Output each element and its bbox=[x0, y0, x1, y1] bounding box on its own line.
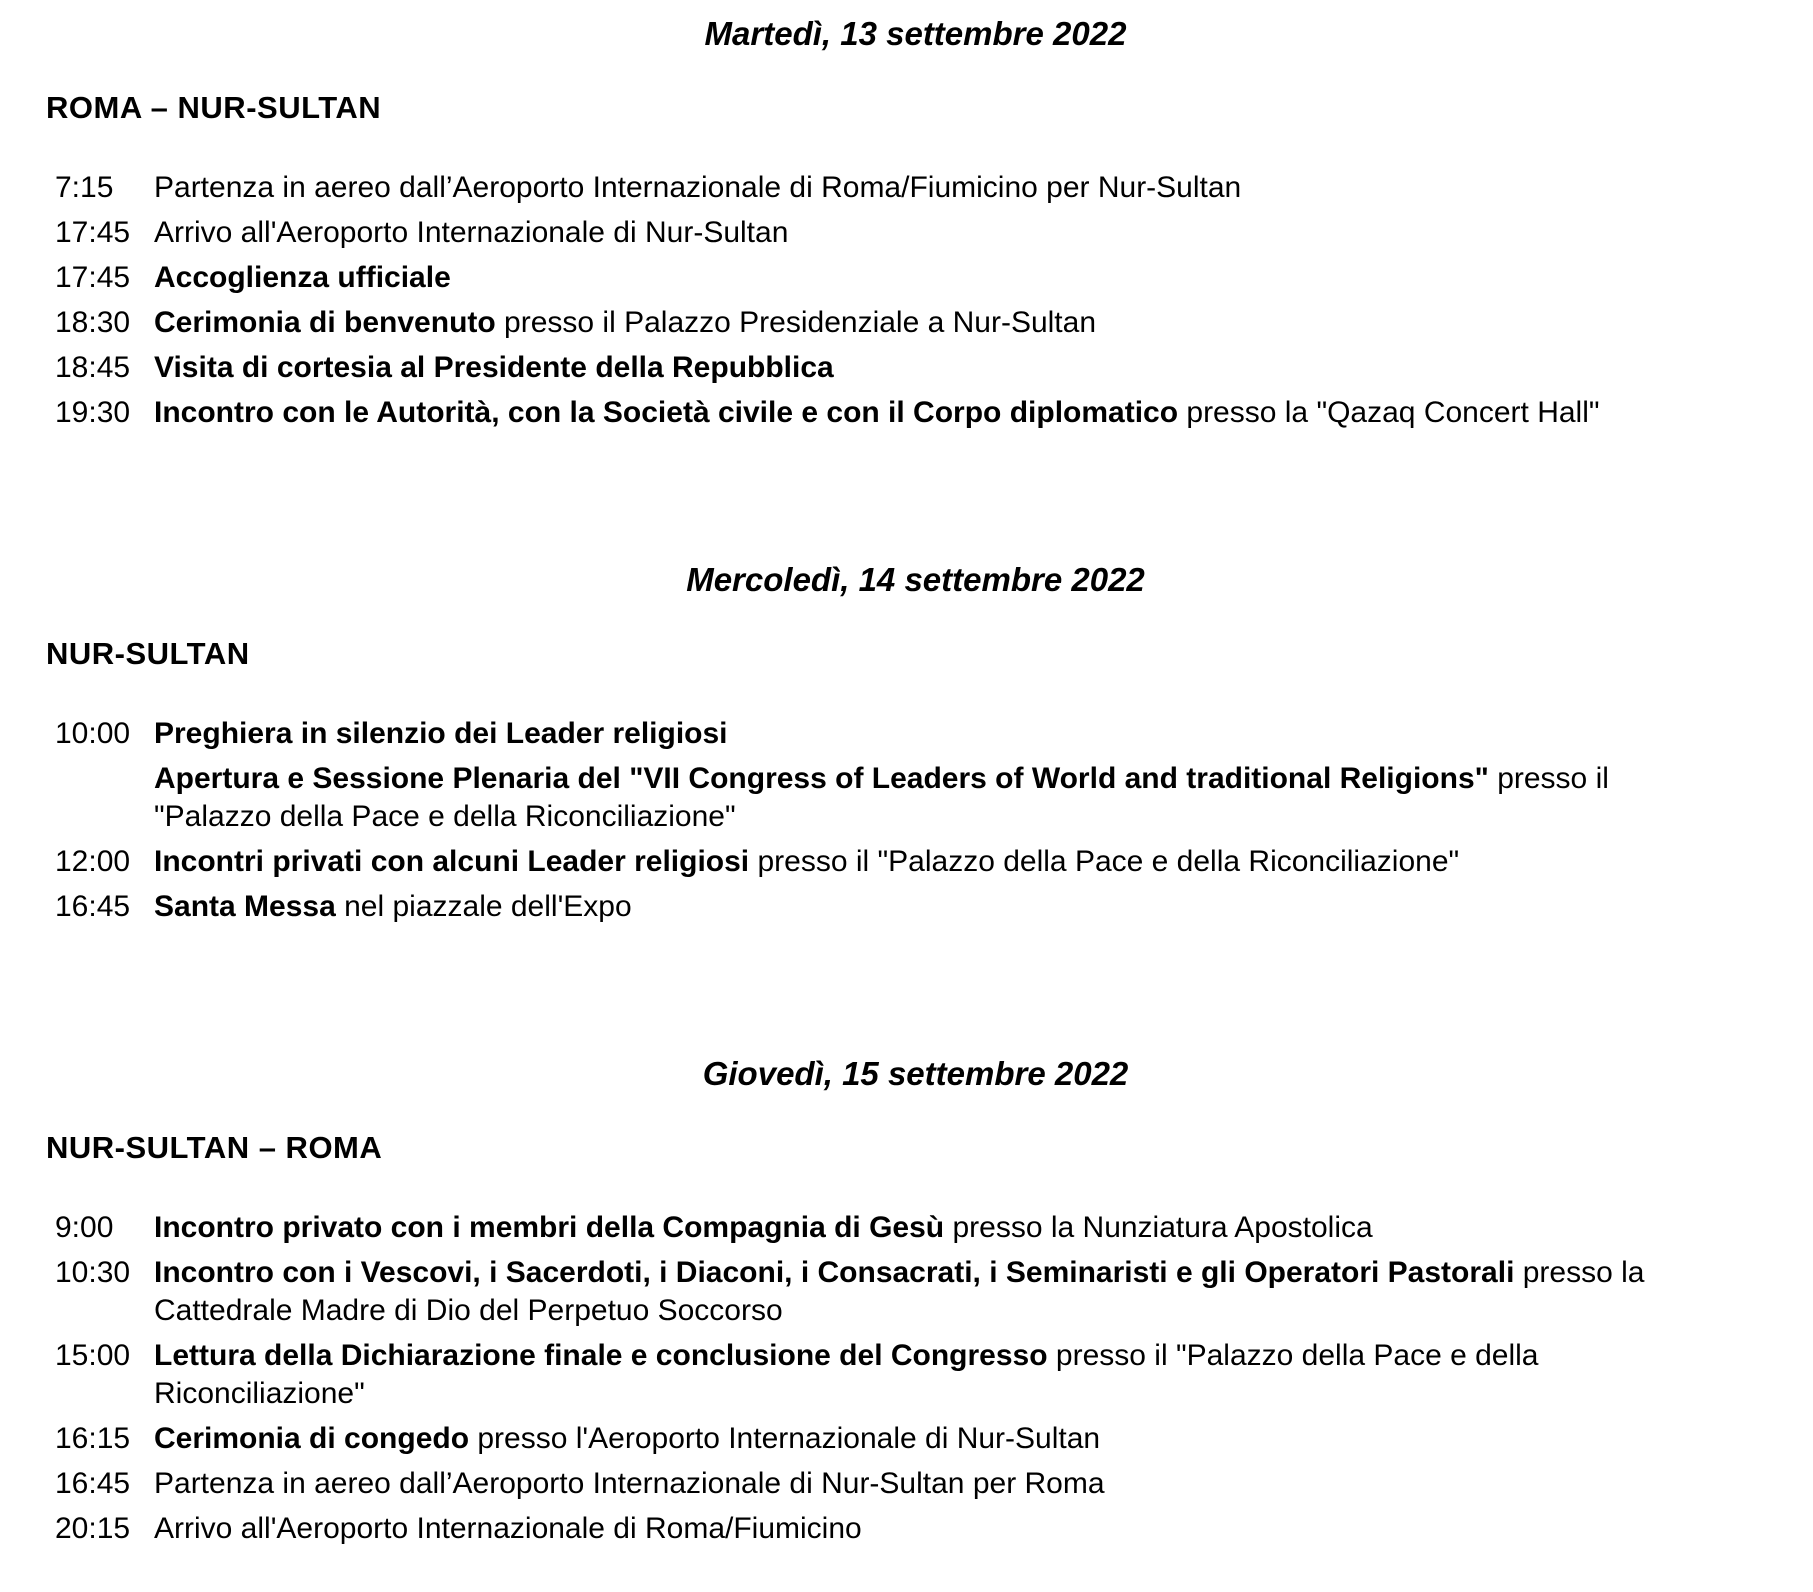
event-time: 15:00 bbox=[55, 1339, 131, 1372]
event-row bbox=[46, 1209, 1785, 1247]
event-description bbox=[154, 715, 1785, 753]
event-time: 17:45 bbox=[55, 216, 131, 249]
event-time: 9:00 bbox=[55, 1211, 114, 1244]
route-header: NUR-SULTAN – ROMA bbox=[46, 1130, 383, 1165]
event-description bbox=[154, 214, 1785, 252]
event-detail-line2: "Palazzo della Pace e della Riconciliazione" bbox=[154, 800, 736, 833]
event-detail: presso la bbox=[1514, 1256, 1645, 1289]
event-title-bold: Incontri privati con alcuni Leader religiosi bbox=[154, 845, 750, 878]
event-row bbox=[46, 304, 1785, 342]
event-row bbox=[46, 394, 1785, 432]
event-row bbox=[46, 169, 1785, 207]
event-time: 20:15 bbox=[55, 1512, 131, 1545]
event-detail: presso l'Aeroporto Internazionale di Nur-Sultan bbox=[469, 1422, 1101, 1455]
event-detail: presso il "Palazzo della Pace e della bbox=[1047, 1339, 1539, 1372]
event-description bbox=[154, 1209, 1785, 1247]
event-detail-line2: Cattedrale Madre di Dio del Perpetuo Soccorso bbox=[154, 1294, 783, 1327]
day-title: Giovedì, 15 settembre 2022 bbox=[702, 1055, 1129, 1092]
event-time: 16:45 bbox=[55, 890, 131, 923]
route-header: ROMA – NUR-SULTAN bbox=[46, 90, 382, 125]
event-title-bold: Cerimonia di congedo bbox=[154, 1422, 470, 1455]
event-detail: Partenza in aereo dall’Aeroporto Internazionale di Nur-Sultan per Roma bbox=[154, 1467, 1105, 1500]
event-time: 7:15 bbox=[55, 171, 114, 204]
event-title-bold: Incontro privato con i membri della Compagnia di Gesù bbox=[154, 1211, 945, 1244]
event-description bbox=[154, 888, 1785, 926]
event-detail-line2: Riconciliazione" bbox=[154, 1377, 365, 1410]
event-row bbox=[46, 1465, 1785, 1503]
event-row bbox=[46, 1254, 1785, 1330]
event-row bbox=[46, 843, 1785, 881]
event-time: 19:30 bbox=[55, 396, 131, 429]
event-detail: Partenza in aereo dall’Aeroporto Internazionale di Roma/Fiumicino per Nur-Sultan bbox=[154, 171, 1242, 204]
event-title-bold: Santa Messa bbox=[154, 890, 336, 923]
event-detail: nel piazzale dell'Expo bbox=[335, 890, 632, 923]
event-detail: presso il bbox=[1488, 762, 1609, 795]
event-detail: Arrivo all'Aeroporto Internazionale di Roma/Fiumicino bbox=[154, 1512, 862, 1545]
day-title: Martedì, 13 settembre 2022 bbox=[704, 15, 1127, 52]
event-row bbox=[46, 1337, 1785, 1413]
event-row bbox=[46, 1420, 1785, 1458]
event-row bbox=[46, 715, 1785, 753]
event-time: 17:45 bbox=[55, 261, 131, 294]
event-description bbox=[154, 1465, 1785, 1503]
event-title-bold: Incontro con i Vescovi, i Sacerdoti, i Diaconi, i Consacrati, i Seminaristi e gli Operatori Pastorali bbox=[154, 1256, 1515, 1289]
day-section bbox=[46, 1055, 1785, 1548]
day-section bbox=[46, 561, 1785, 926]
event-detail: presso la "Qazaq Concert Hall" bbox=[1178, 396, 1600, 429]
event-title-bold: Cerimonia di benvenuto bbox=[154, 306, 496, 339]
event-list bbox=[46, 169, 1785, 432]
event-description bbox=[154, 760, 1785, 836]
event-title-bold: Accoglienza ufficiale bbox=[154, 261, 451, 294]
event-title-bold: Apertura e Sessione Plenaria del "VII Congress of Leaders of World and traditional Religions" bbox=[154, 762, 1489, 795]
event-description bbox=[154, 1337, 1785, 1413]
event-title-bold: Lettura della Dichiarazione finale e conclusione del Congresso bbox=[154, 1339, 1048, 1372]
event-description bbox=[154, 1254, 1785, 1330]
event-row bbox=[46, 888, 1785, 926]
day-title: Mercoledì, 14 settembre 2022 bbox=[686, 561, 1145, 598]
event-row bbox=[46, 214, 1785, 252]
event-time: 16:45 bbox=[55, 1467, 131, 1500]
event-description bbox=[154, 843, 1785, 881]
event-description bbox=[154, 259, 1785, 297]
event-time: 10:00 bbox=[55, 717, 131, 750]
event-time: 12:00 bbox=[55, 845, 131, 878]
event-detail: Arrivo all'Aeroporto Internazionale di Nur-Sultan bbox=[154, 216, 789, 249]
event-title-bold: Visita di cortesia al Presidente della Repubblica bbox=[154, 351, 834, 384]
event-list bbox=[46, 715, 1785, 926]
day-section bbox=[46, 15, 1785, 432]
event-detail: presso il "Palazzo della Pace e della Riconciliazione" bbox=[749, 845, 1460, 878]
event-row bbox=[46, 349, 1785, 387]
event-time: 18:45 bbox=[55, 351, 131, 384]
event-description bbox=[154, 394, 1785, 432]
event-row bbox=[46, 760, 1785, 836]
event-title-bold: Incontro con le Autorità, con la Società civile e con il Corpo diplomatico bbox=[154, 396, 1179, 429]
event-time: 18:30 bbox=[55, 306, 131, 339]
event-title-bold: Preghiera in silenzio dei Leader religiosi bbox=[154, 717, 728, 750]
event-time: 10:30 bbox=[55, 1256, 131, 1289]
event-time: 16:15 bbox=[55, 1422, 131, 1455]
event-description bbox=[154, 169, 1785, 207]
event-row bbox=[46, 1510, 1785, 1548]
event-list bbox=[46, 1209, 1785, 1548]
event-row bbox=[46, 259, 1785, 297]
event-detail: presso la Nunziatura Apostolica bbox=[944, 1211, 1373, 1244]
event-description bbox=[154, 349, 1785, 387]
event-description bbox=[154, 304, 1785, 342]
route-header: NUR-SULTAN bbox=[46, 636, 250, 671]
event-description bbox=[154, 1510, 1785, 1548]
event-description bbox=[154, 1420, 1785, 1458]
itinerary-page bbox=[46, 15, 1785, 1548]
event-detail: presso il Palazzo Presidenziale a Nur-Sultan bbox=[495, 306, 1097, 339]
